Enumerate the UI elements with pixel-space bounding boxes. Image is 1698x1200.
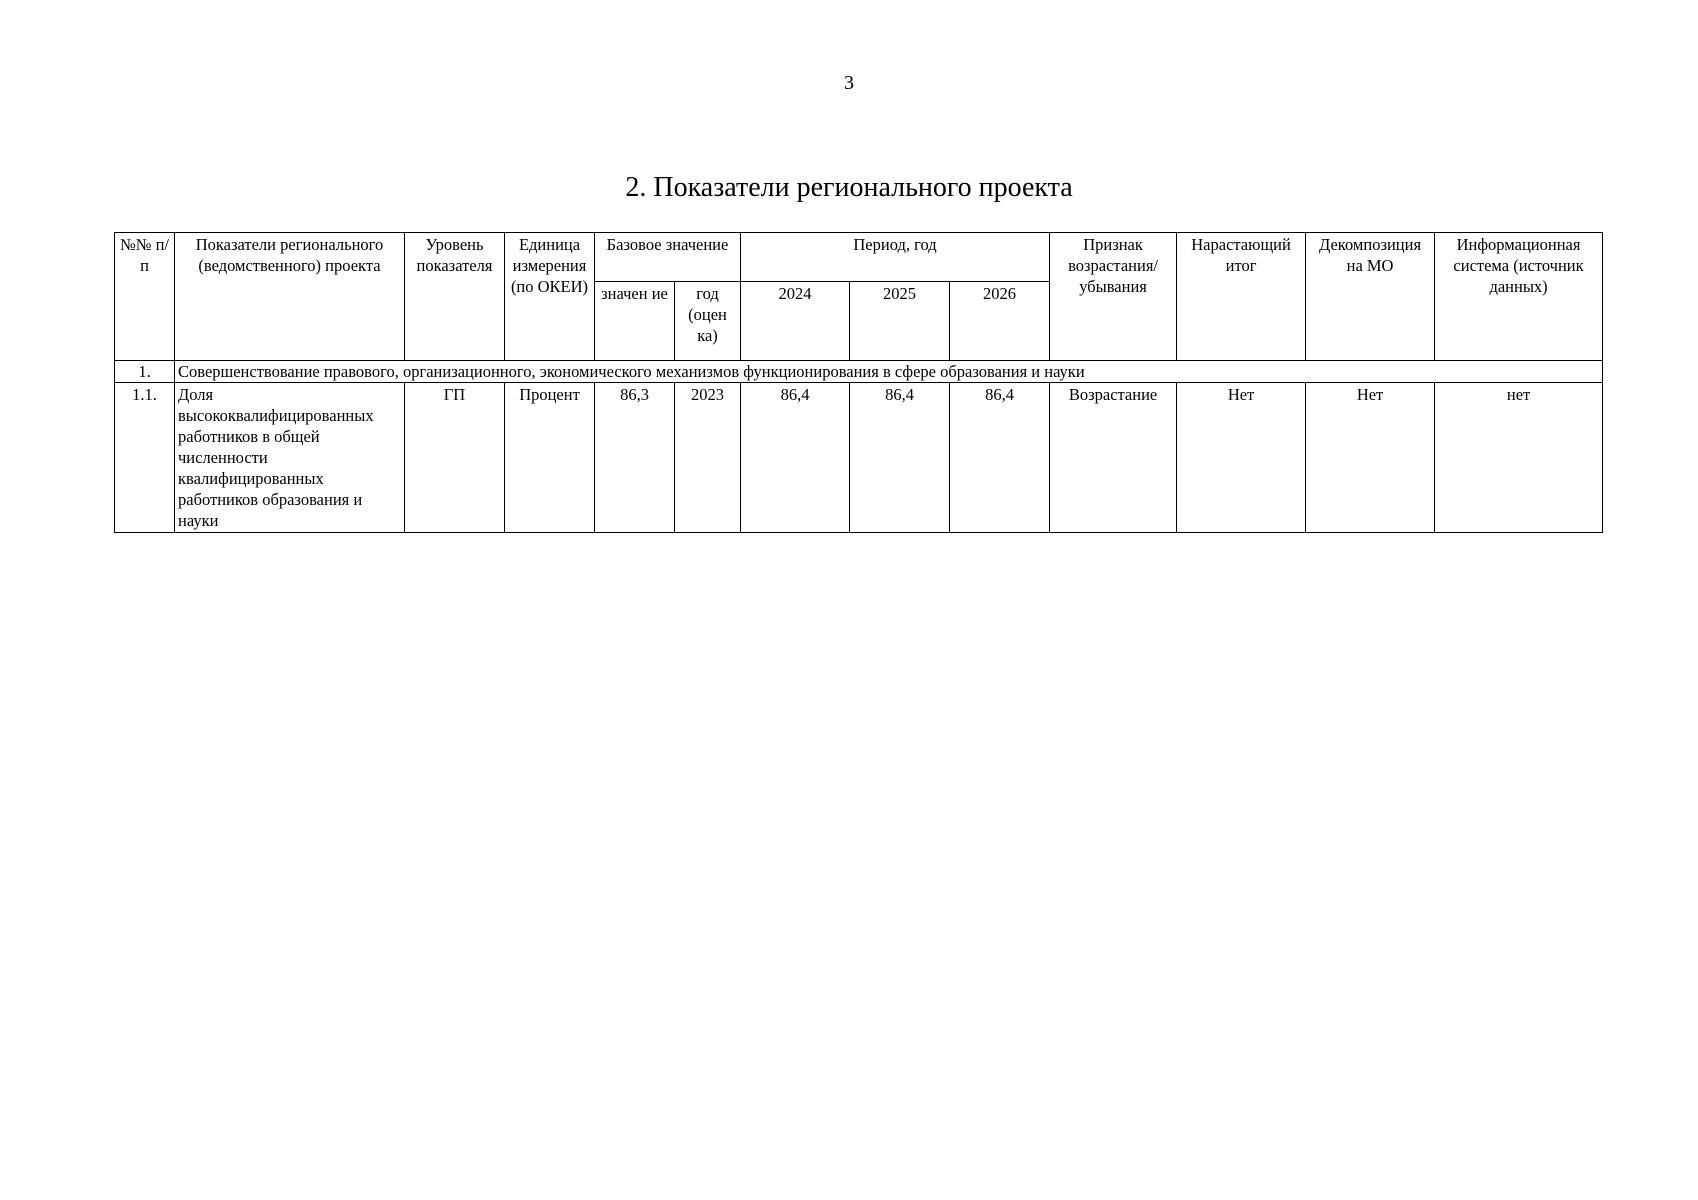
header-indicator: Показатели регионального (ведомственного) проекта	[175, 233, 405, 361]
header-period: Период, год	[741, 233, 1050, 282]
row-base-year: 2023	[675, 383, 741, 533]
row-trend: Возрастание	[1050, 383, 1177, 533]
row-num: 1.1.	[115, 383, 175, 533]
header-num: №№ п/п	[115, 233, 175, 361]
row-value-2025: 86,4	[850, 383, 950, 533]
row-indicator: Доля высококвалифицированных работников в общей численности квалифицированных работников образования и науки	[175, 383, 405, 533]
row-info-system: нет	[1435, 383, 1603, 533]
header-base-year: год (оцен ка)	[675, 282, 741, 361]
row-level: ГП	[405, 383, 505, 533]
table-row	[115, 383, 1603, 533]
header-year-2026: 2026	[950, 282, 1050, 361]
header-trend: Признак возрастания/ убывания	[1050, 233, 1177, 361]
page-number: 3	[844, 72, 854, 94]
section-row-title: Совершенствование правового, организационного, экономического механизмов функционирования в сфере образования и науки	[175, 361, 1603, 383]
header-level: Уровень показателя	[405, 233, 505, 361]
header-cumulative: Нарастающий итог	[1177, 233, 1306, 361]
row-unit: Процент	[505, 383, 595, 533]
row-decomposition: Нет	[1306, 383, 1435, 533]
header-info-system: Информационная система (источник данных)	[1435, 233, 1603, 361]
header-decomposition: Декомпозиция на МО	[1306, 233, 1435, 361]
section-title: 2. Показатели регионального проекта	[625, 172, 1073, 203]
header-base-value: значен ие	[595, 282, 675, 361]
header-base: Базовое значение	[595, 233, 741, 282]
indicators-table	[114, 232, 1603, 533]
header-year-2025: 2025	[850, 282, 950, 361]
row-base-value: 86,3	[595, 383, 675, 533]
row-value-2024: 86,4	[741, 383, 850, 533]
section-row	[115, 361, 1603, 383]
header-unit: Единица измерения (по ОКЕИ)	[505, 233, 595, 361]
header-year-2024: 2024	[741, 282, 850, 361]
row-value-2026: 86,4	[950, 383, 1050, 533]
section-row-num: 1.	[115, 361, 175, 383]
row-cumulative: Нет	[1177, 383, 1306, 533]
